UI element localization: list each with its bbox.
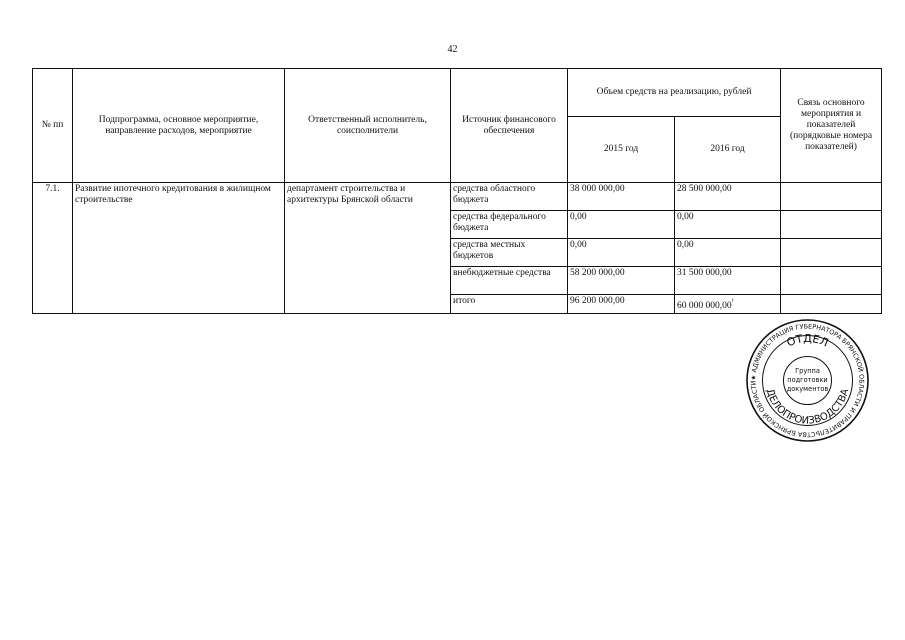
table-row xyxy=(33,183,882,211)
stamp-center-line-2: подготовки xyxy=(787,376,828,384)
header-executor: Ответственный исполнитель, соисполнители xyxy=(285,69,451,183)
header-link: Связь основного мероприятия и показателей (порядковые номера показателей) xyxy=(781,69,882,183)
stamp-center-line-3: документов xyxy=(786,385,829,393)
header-year-2015: 2015 год xyxy=(568,117,675,183)
total-2016: 60 000 000,00 xyxy=(677,301,732,312)
value-2016: 0,00 xyxy=(675,239,781,267)
row-executor: департамент строительства и архитектуры Брянской области xyxy=(285,183,451,314)
total-mark: ᶠ xyxy=(731,297,734,306)
stamp-top-text: ОТДЕЛ xyxy=(784,331,831,350)
header-subprogram: Подпрограмма, основное мероприятие, направление расходов, мероприятие xyxy=(73,69,285,183)
link-cell xyxy=(781,239,882,267)
value-2015: 58 200 000,00 xyxy=(568,267,675,295)
financing-table xyxy=(32,68,882,314)
stamp-bottom-text: ДЕЛОПРОИЗВОДСТВА xyxy=(763,387,852,427)
source-name: средства областного бюджета xyxy=(451,183,568,211)
header-source: Источник финансового обеспечения xyxy=(451,69,568,183)
header-volume: Объем средств на реализацию, рублей xyxy=(568,69,781,117)
source-name: внебюджетные средства xyxy=(451,267,568,295)
total-label: итого xyxy=(451,295,568,314)
header-year-2016: 2016 год xyxy=(675,117,781,183)
page-number: 42 xyxy=(447,44,458,55)
value-2015: 0,00 xyxy=(568,211,675,239)
link-cell xyxy=(781,183,882,211)
stamp-outer-text: ★ АДМИНИСТРАЦИЯ ГУБЕРНАТОРА БРЯНСКОЙ ОБЛАСТИ И ПРАВИТЕЛЬСТВА БРЯНСКОЙ ОБЛАСТИ xyxy=(749,322,866,439)
stamp-center-line-1: Группа xyxy=(795,367,820,375)
total-2016-cell xyxy=(675,295,781,314)
value-2016: 0,00 xyxy=(675,211,781,239)
source-name: средства федерального бюджета xyxy=(451,211,568,239)
source-name: средства местных бюджетов xyxy=(451,239,568,267)
link-cell xyxy=(781,295,882,314)
header-no: № пп xyxy=(33,69,73,183)
link-cell xyxy=(781,267,882,295)
value-2015: 0,00 xyxy=(568,239,675,267)
value-2016: 28 500 000,00 xyxy=(675,183,781,211)
total-2015: 96 200 000,00 xyxy=(568,295,675,314)
value-2015: 38 000 000,00 xyxy=(568,183,675,211)
office-stamp xyxy=(745,318,870,443)
link-cell xyxy=(781,211,882,239)
value-2016: 31 500 000,00 xyxy=(675,267,781,295)
row-number: 7.1. xyxy=(33,183,73,314)
row-subprogram: Развитие ипотечного кредитования в жилищном строительстве xyxy=(73,183,285,314)
